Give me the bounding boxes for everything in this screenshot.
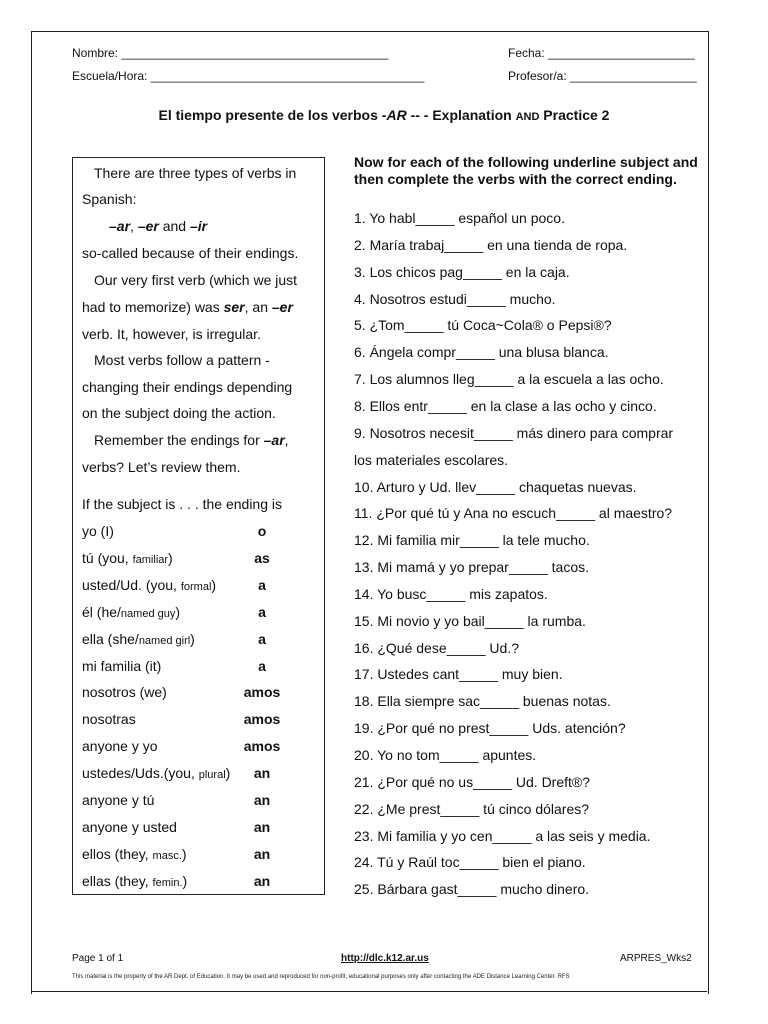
question-item: 2. María trabaj_____ en una tienda de ropa. [354,236,628,253]
instructions: Now for each of the following underline subject and then complete the verbs with the correct ending. [354,154,698,187]
table-row-ending: a [258,630,266,647]
title-ar: AR [386,107,407,123]
subject-text: mi familia (it) [82,657,162,674]
subject-close: ) [182,872,188,889]
question-item: 10. Arturo y Ud. llev_____ chaquetas nuevas. [354,478,637,495]
question-item: 15. Mi novio y yo bail_____ la rumba. [354,612,586,629]
explanation-line: verb. It, however, is irregular. [82,326,261,342]
subject-text: ustedes/Uds.(you, [82,765,199,782]
page-border-bottom [31,991,707,992]
explanation-line [94,432,289,448]
subject-text: usted/Ud. (you, [82,576,181,593]
subject-text: yo (I) [82,523,114,539]
subject-close: ) [168,549,173,566]
explanation-line: Our very first verb (which we just [94,272,298,288]
profesor-field: Profesor/a: ___________________ [508,69,697,83]
table-row-ending: amos [243,738,281,755]
subject-note: named girl [138,634,191,647]
question-item: 1. Yo habl_____ español un poco. [354,210,565,226]
table-row-ending: an [253,872,271,889]
comma: , [130,218,138,234]
question-item: 6. Ángela compr_____ una blusa blanca. [354,344,609,361]
question-item: 16. ¿Qué dese_____ Ud.? [354,639,520,656]
escuela-field: Escuela/Hora: _________________________________________ [72,69,425,83]
table-row-subject [82,819,177,835]
subject-text: anyone y usted [82,818,177,835]
question-item: 22. ¿Me prest_____ tú cinco dólares? [354,800,590,817]
text: , [284,432,289,448]
title-text: El tiempo presente de los verbos - [158,107,387,123]
question-item: 19. ¿Por qué no prest_____ Uds. atención? [354,720,626,737]
subject-text: anyone y yo [82,738,158,755]
worksheet-code: ARPRES_Wks2 [620,953,692,964]
question-item: 8. Ellos entr_____ en la clase a las ocho y cinco. [354,397,657,414]
question-item: los materiales escolares. [354,451,509,468]
question-item: 3. Los chicos pag_____ en la caja. [354,263,570,280]
subject-close: ) [225,765,231,782]
question-item: 17. Ustedes cant_____ muy bien. [354,666,563,683]
subject-note: named guy [120,607,176,620]
explanation-line: There are three types of verbs in [94,165,297,181]
question-item: 11. ¿Por qué tú y Ana no escuch_____ al maestro? [354,505,673,522]
subject-text: ellos (they, [82,845,153,862]
text: had to memorize) was [82,299,224,315]
table-row-subject [82,684,167,700]
subject-text: él (he/ [82,603,121,620]
endings-table-header: If the subject is . . . the ending is [82,496,282,512]
table-row-subject [82,604,180,620]
explanation-line: Most verbs follow a pattern - [94,352,270,368]
subject-text: ellas (they, [82,872,153,889]
explanation-line: so-called because of their endings. [82,245,299,261]
verb-ser: ser [223,299,245,315]
subject-close: ) [181,845,187,862]
and-word: and [158,218,190,234]
ending-ar: –ar [109,218,131,234]
table-row-ending: an [253,765,271,782]
fecha-field: Fecha: ______________________ [508,46,695,60]
question-item: 25. Bárbara gast_____ mucho dinero. [354,881,590,898]
subject-close: ) [211,576,217,593]
table-row-subject [82,738,158,754]
question-item: 24. Tú y Raúl toc_____ bien el piano. [354,854,586,871]
explanation-line: verbs? Let’s review them. [82,459,241,475]
table-row-ending: an [253,845,271,862]
explanation-line: Spanish: [82,191,137,207]
subject-note: formal [180,580,212,593]
table-row-ending: an [253,792,271,808]
table-row-subject [82,523,114,539]
table-row-ending: amos [243,684,281,701]
subject-text: ella (she/ [82,630,139,647]
footer-link[interactable]: http://dlc.k12.ar.us [341,953,429,964]
question-item: 4. Nosotros estudi_____ mucho. [354,290,556,307]
explanation-line: changing their endings depending [82,379,293,395]
worksheet-title [0,107,768,123]
table-row-subject [82,631,195,647]
table-row-ending: a [258,657,266,674]
title-and: AND [515,111,540,123]
subject-text: nosotras [82,711,136,728]
title-text-2: -- - Explanation [406,107,516,123]
table-row-ending: amos [243,711,281,728]
ending-ir: –ir [189,218,208,234]
question-item: 18. Ella siempre sac_____ buenas notas. [354,693,611,710]
question-item: 21. ¿Por qué no us_____ Ud. Dreft®? [354,773,591,790]
question-item: 20. Yo no tom_____ apuntes. [354,747,537,763]
table-row-ending: a [258,603,266,620]
question-item: 7. Los alumnos lleg_____ a la escuela a las ocho. [354,371,664,388]
question-item: 9. Nosotros necesit_____ más dinero para comprar [354,424,674,441]
table-row-subject [82,711,136,727]
text: Remember the endings for [94,432,264,448]
ending-er: –er [137,218,159,234]
title-text-3: Practice 2 [539,107,610,123]
subject-note: femin. [152,876,183,889]
ending-er: –er [271,299,293,315]
subject-note: masc. [152,849,182,862]
table-row-subject [82,792,154,808]
fine-print: This material is the property of the AR Dept. of Education. It may be used and reproduced for non-profit, educational purposes only after contacting the ADE Distance Learning Center. RFS [72,974,570,980]
table-row-subject [82,873,187,889]
table-row-ending: o [257,523,267,539]
ending-ar: –ar [263,432,285,448]
table-row-subject [82,765,230,781]
question-item: 23. Mi familia y yo cen_____ a las seis y media. [354,827,651,844]
endings-list [109,218,207,234]
subject-text: tú (you, [82,549,133,566]
table-row-subject [82,846,187,862]
subject-close: ) [190,630,195,647]
subject-note: plural [198,769,226,782]
question-item: 13. Mi mamá y yo prepar_____ tacos. [354,559,590,576]
question-item: 14. Yo busc_____ mis zapatos. [354,585,548,602]
page-number: Page 1 of 1 [72,953,124,964]
subject-text: nosotros (we) [82,684,167,701]
nombre-field: Nombre: ________________________________________ [72,46,389,60]
subject-close: ) [175,603,181,620]
table-row-ending: an [253,818,271,835]
explanation-line [82,299,293,315]
table-row-ending: as [254,549,270,566]
explanation-line: on the subject doing the action. [82,405,276,421]
text: , an [244,299,272,315]
subject-text: anyone y tú [82,792,155,808]
table-row-ending: a [258,576,266,593]
table-row-subject [82,577,216,593]
table-row-subject [82,550,173,566]
table-row-subject [82,658,161,674]
subject-note: familiar [132,553,169,566]
question-item: 12. Mi familia mir_____ la tele mucho. [354,532,590,549]
question-item: 5. ¿Tom_____ tú Coca~Cola® o Pepsi®? [354,317,612,334]
